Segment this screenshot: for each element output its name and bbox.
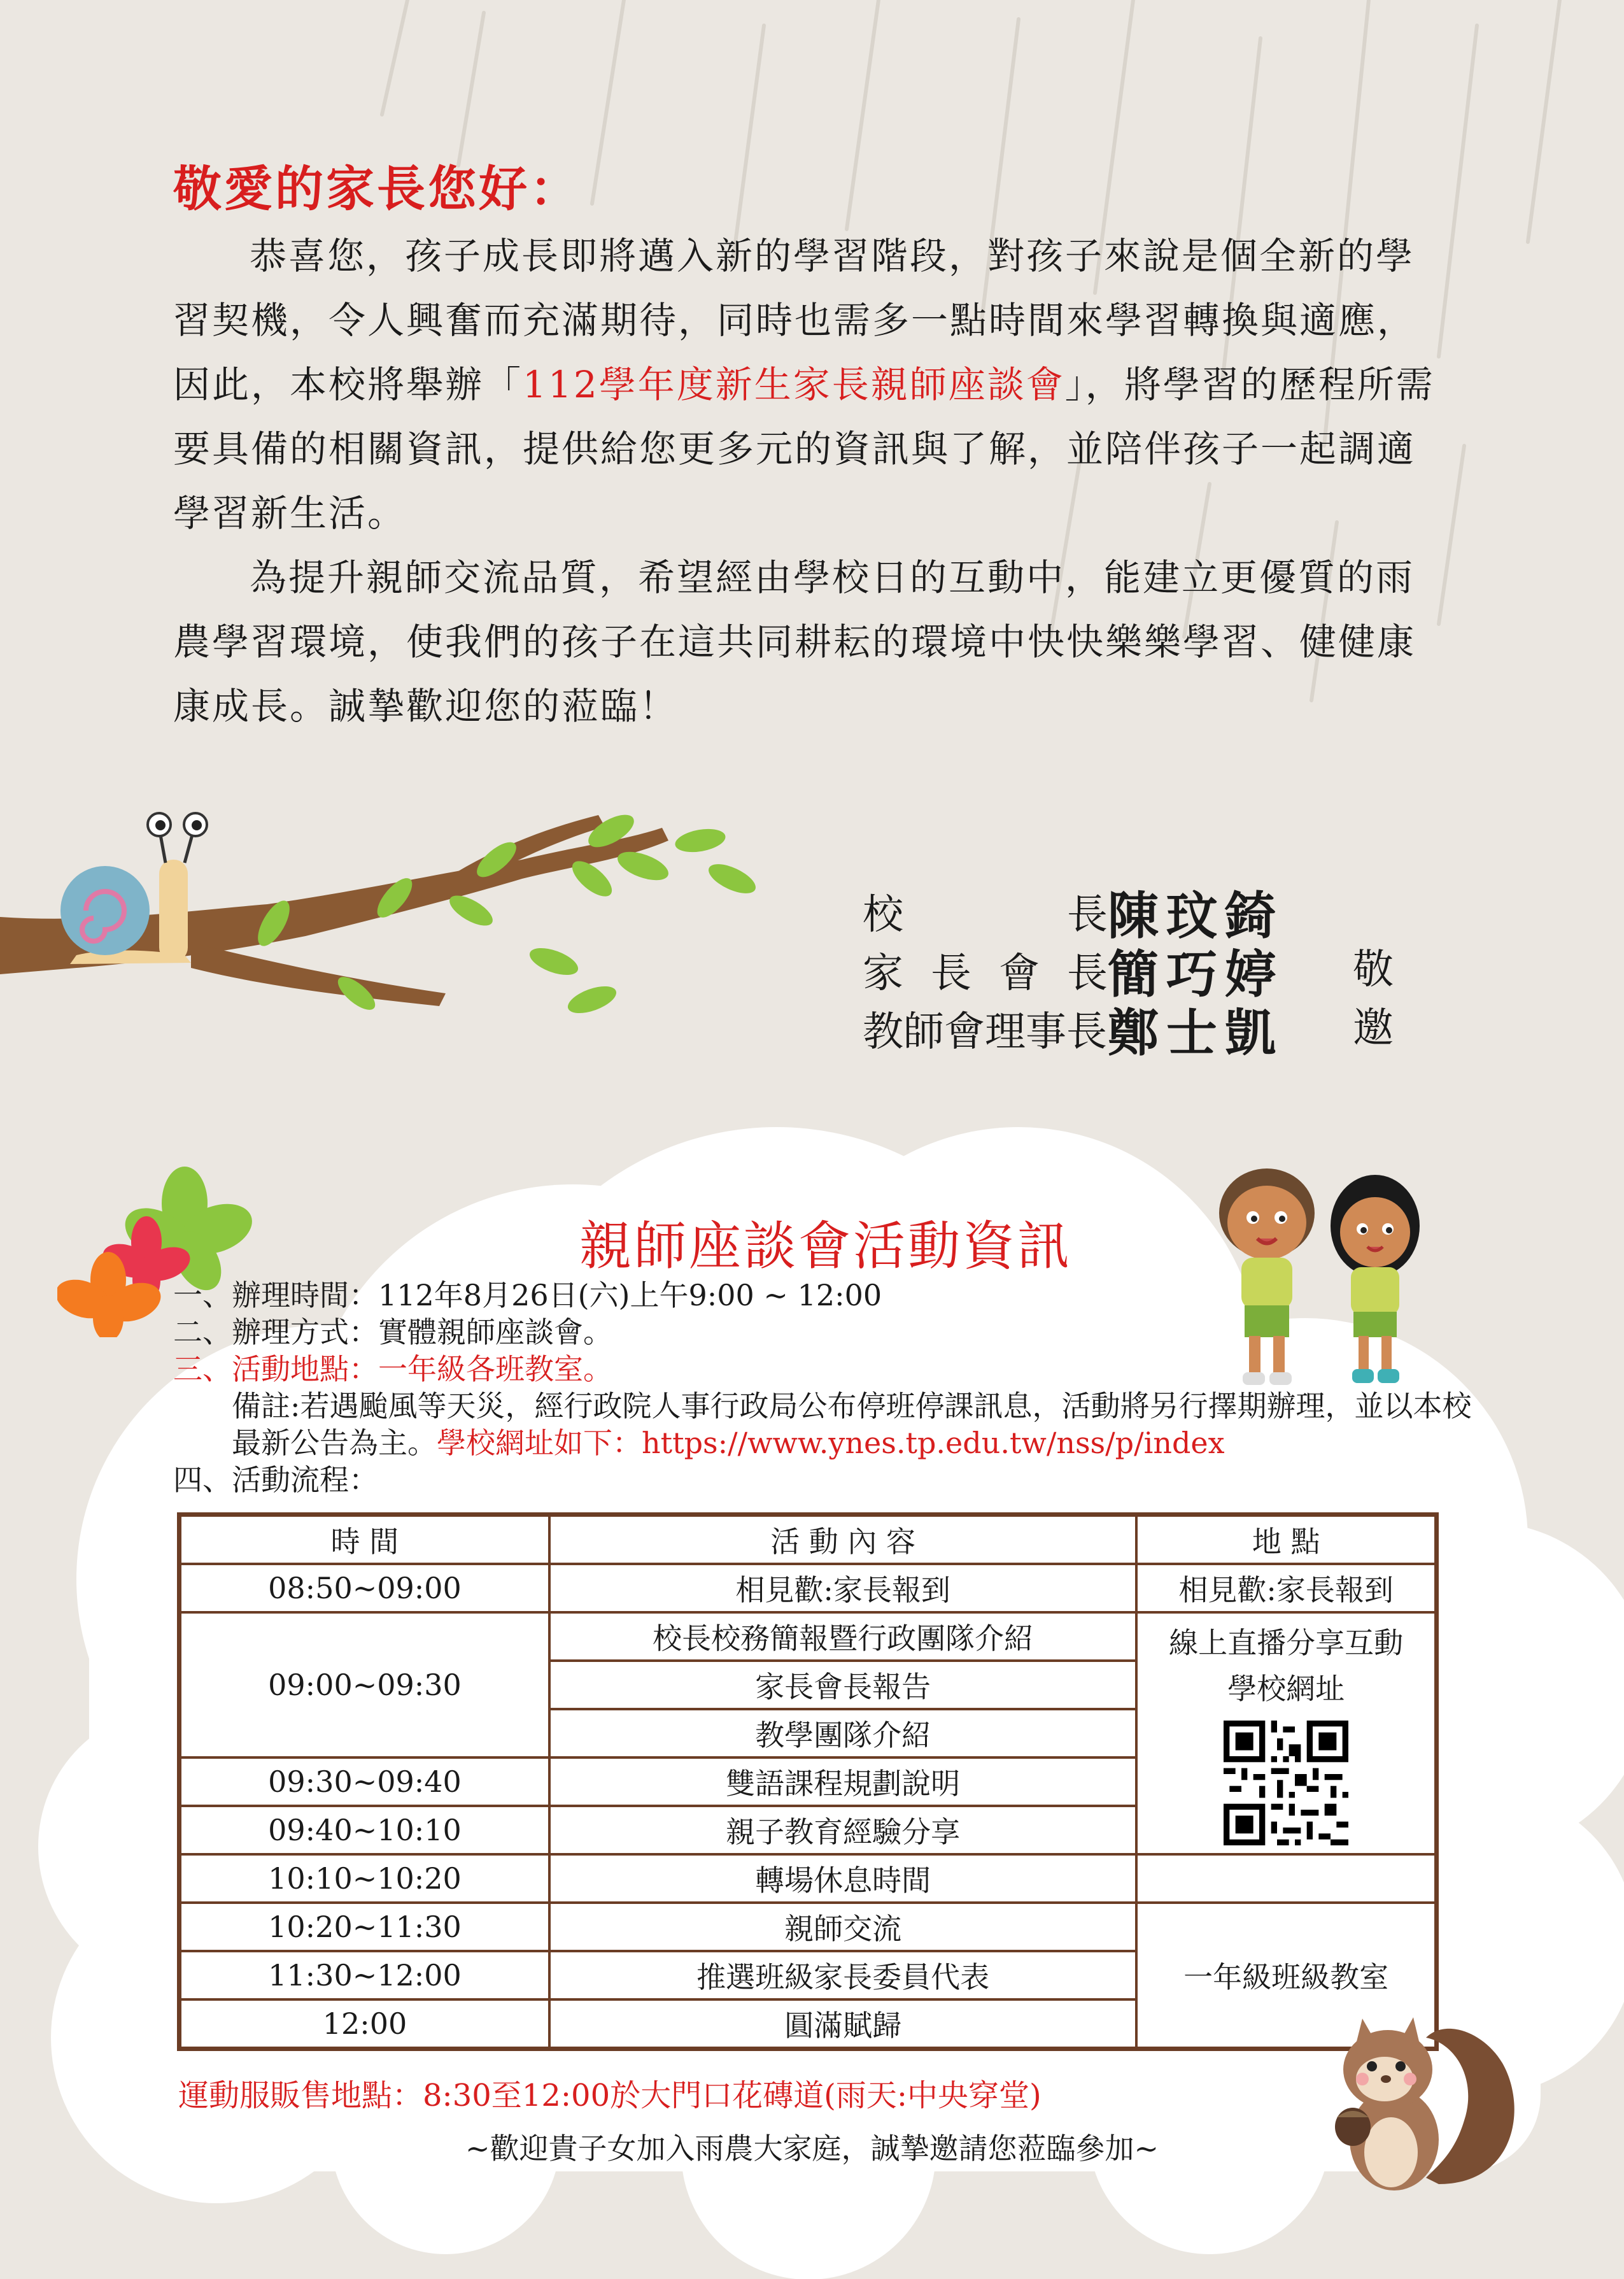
schedule-table — [177, 1512, 1439, 2051]
table-row: 08:50~09:00 相見歡:家長報到 相見歡:家長報到 — [180, 1564, 1437, 1612]
snail-icon — [60, 813, 207, 964]
letter-paragraph-1: 恭喜您，孩子成長即將邁入新的學習階段，對孩子來說是個全新的學習契機，令人興奮而充滿期待，同時也需多一點時間來學習轉換與適應，因此，本校將舉辦「112學年度新生家長親師座談會」，將學習的歷程所需要具備的相關資訊，提供給您更多元的資訊與了解，並陪伴孩子一起調適學習新生活。 — [173, 234, 1435, 535]
header-venue: 地 點 — [1136, 1515, 1436, 1565]
header-time: 時 間 — [180, 1515, 549, 1565]
pta-role: 家 長 會 長 — [863, 950, 1108, 997]
invitation-letter — [173, 224, 1453, 739]
signature-block — [863, 882, 1394, 1063]
invite-label: 敬邀 — [1353, 946, 1394, 1052]
classroom-cell: 一年級班級教室 — [1136, 1903, 1436, 2049]
table-row: 09:30~09:40 雙語課程規劃說明 — [180, 1757, 1437, 1806]
uniform-sale-notice: 運動服販售地點：8:30至12:00於大門口花磚道(雨天:中央穿堂) — [178, 2078, 1041, 2113]
table-row: 11:30~12:00 推選班級家長委員代表 — [180, 1951, 1437, 1999]
qr-code-icon[interactable] — [1224, 1721, 1348, 1845]
activity-info — [173, 1277, 1478, 1498]
table-row: 12:00 圓滿賦歸 — [180, 1999, 1437, 2049]
principal-name: 陳玟錡 — [1108, 885, 1283, 946]
welcome-message: ~歡迎貴子女加入雨農大家庭，誠摯邀請您蒞臨參加~ — [465, 2131, 1159, 2166]
info-flow: 四、活動流程： — [173, 1463, 378, 1497]
union-name: 鄭士凱 — [1108, 1002, 1283, 1063]
school-url[interactable]: 學校網址如下：https://www.ynes.tp.edu.tw/nss/p/index — [437, 1426, 1225, 1460]
squirrel-icon — [1318, 1993, 1528, 2203]
table-row: 教學團隊介紹 — [180, 1709, 1437, 1757]
table-row: 10:10~10:20 轉場休息時間 — [180, 1854, 1437, 1903]
info-time: 一、辦理時間：112年8月26日(六)上午9:00 ~ 12:00 — [173, 1278, 882, 1312]
pta-name: 簡巧婷 — [1108, 944, 1283, 1004]
greeting: 敬愛的家長您好： — [173, 160, 581, 217]
table-header — [180, 1515, 1437, 1565]
pta-signature — [863, 941, 1318, 1004]
union-role: 教師會理事長 — [863, 1009, 1107, 1056]
principal-role: 校 長 — [863, 891, 1108, 939]
principal-signature — [863, 882, 1318, 946]
info-method: 二、辦理方式：實體親師座談會。 — [173, 1315, 612, 1349]
table-row: 家長會長報告 — [180, 1661, 1437, 1709]
event-name: 112學年度新生家長親師座談會 — [523, 363, 1065, 406]
table-row: 09:40~10:10 親子教育經驗分享 — [180, 1806, 1437, 1854]
info-location: 三、活動地點：一年級各班教室。 — [173, 1352, 612, 1386]
header-activity: 活 動 內 容 — [549, 1515, 1136, 1565]
info-note: 備註:若遇颱風等天災，經行政院人事行政局公布停班停課訊息，活動將另行擇期辦理，並以本校最新公告為主。學校網址如下：https://www.ynes.tp.edu.tw/nss/p/index — [232, 1389, 1472, 1460]
union-signature — [863, 999, 1318, 1063]
livestream-cell: 線上直播分享互動 學校網址 — [1136, 1612, 1436, 1854]
letter-paragraph-2: 為提升親師交流品質，希望經由學校日的互動中，能建立更優質的雨農學習環境，使我們的孩子在這共同耕耘的環境中快快樂樂學習、健健康康成長。誠摯歡迎您的蒞臨！ — [173, 556, 1416, 728]
branch-icon — [0, 802, 789, 1057]
table-row: 10:20~11:30 親師交流 一年級班級教室 — [180, 1903, 1437, 1951]
info-title: 親師座談會活動資訊 — [579, 1216, 1073, 1277]
table-row: 09:00~09:30 校長校務簡報暨行政團隊介紹 線上直播分享互動 學校網址 — [180, 1612, 1437, 1661]
